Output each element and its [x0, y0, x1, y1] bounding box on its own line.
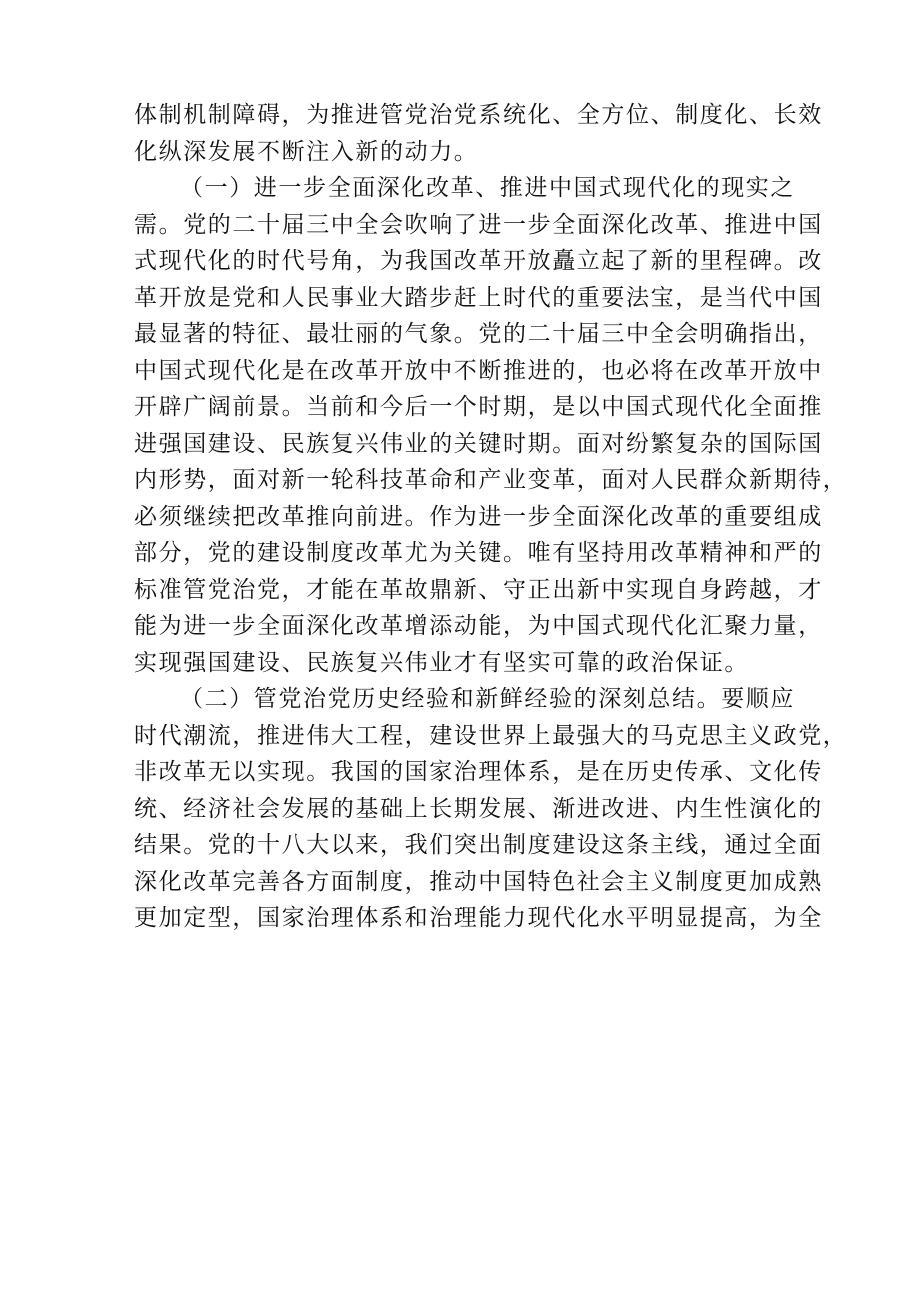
text-line: 需。党的二十届三中全会吹响了进一步全面深化改革、推进中国: [134, 211, 823, 238]
text-line: 化纵深发展不断注入新的动力。: [134, 138, 479, 165]
text-line: 进强国建设、民族复兴伟业的关键时期。面对纷繁复杂的国际国: [134, 430, 823, 457]
text-line: 非改革无以实现。我国的国家治理体系，是在历史传承、文化传: [134, 759, 823, 785]
text-line: 结果。党的十八大以来，我们突出制度建设这条主线，通过全面: [134, 832, 823, 858]
text-line: 革开放是党和人民事业大踏步赶上时代的重要法宝，是当代中国: [134, 284, 823, 311]
body-text: [134, 97, 848, 937]
text-line: 统、经济社会发展的基础上长期发展、渐进改进、内生性演化的: [134, 795, 823, 822]
text-line: 更加定型，国家治理体系和治理能力现代化水平明显提高，为全: [134, 905, 823, 931]
text-line: 实现强国建设、民族复兴伟业才有坚实可靠的政治保证。: [134, 649, 749, 676]
text-line: 必须继续把改革推向前进。作为进一步全面深化改革的重要组成: [134, 503, 823, 530]
text-line: 式现代化的时代号角，为我国改革开放矗立起了新的里程碑。改: [134, 248, 823, 274]
text-line: 最显著的特征、最壮丽的气象。党的二十届三中全会明确指出，: [134, 321, 823, 347]
section-heading-line: （二）管党治党历史经验和新鲜经验的深刻总结。要顺应: [180, 686, 795, 712]
text-line: 能为进一步全面深化改革增添动能，为中国式现代化汇聚力量，: [134, 613, 823, 639]
text-line: 时代潮流，推进伟大工程，建设世界上最强大的马克思主义政党，: [134, 722, 848, 749]
section-heading-line: （一）进一步全面深化改革、推进中国式现代化的现实之: [180, 175, 795, 201]
text-line: 开辟广阔前景。当前和今后一个时期，是以中国式现代化全面推: [134, 394, 823, 420]
text-line: 内形势，面对新一轮科技革命和产业变革，面对人民群众新期待，: [134, 467, 848, 493]
text-line: 标准管党治党，才能在革故鼎新、守正出新中实现自身跨越，才: [134, 576, 823, 603]
text-line: 深化改革完善各方面制度，推动中国特色社会主义制度更加成熟: [134, 868, 823, 895]
text-line: 体制机制障碍，为推进管党治党系统化、全方位、制度化、长效: [134, 102, 823, 128]
text-line: 中国式现代化是在改革开放中不断推进的，也必将在改革开放中: [134, 357, 823, 384]
text-line: 部分，党的建设制度改革尤为关键。唯有坚持用改革精神和严的: [134, 540, 823, 566]
